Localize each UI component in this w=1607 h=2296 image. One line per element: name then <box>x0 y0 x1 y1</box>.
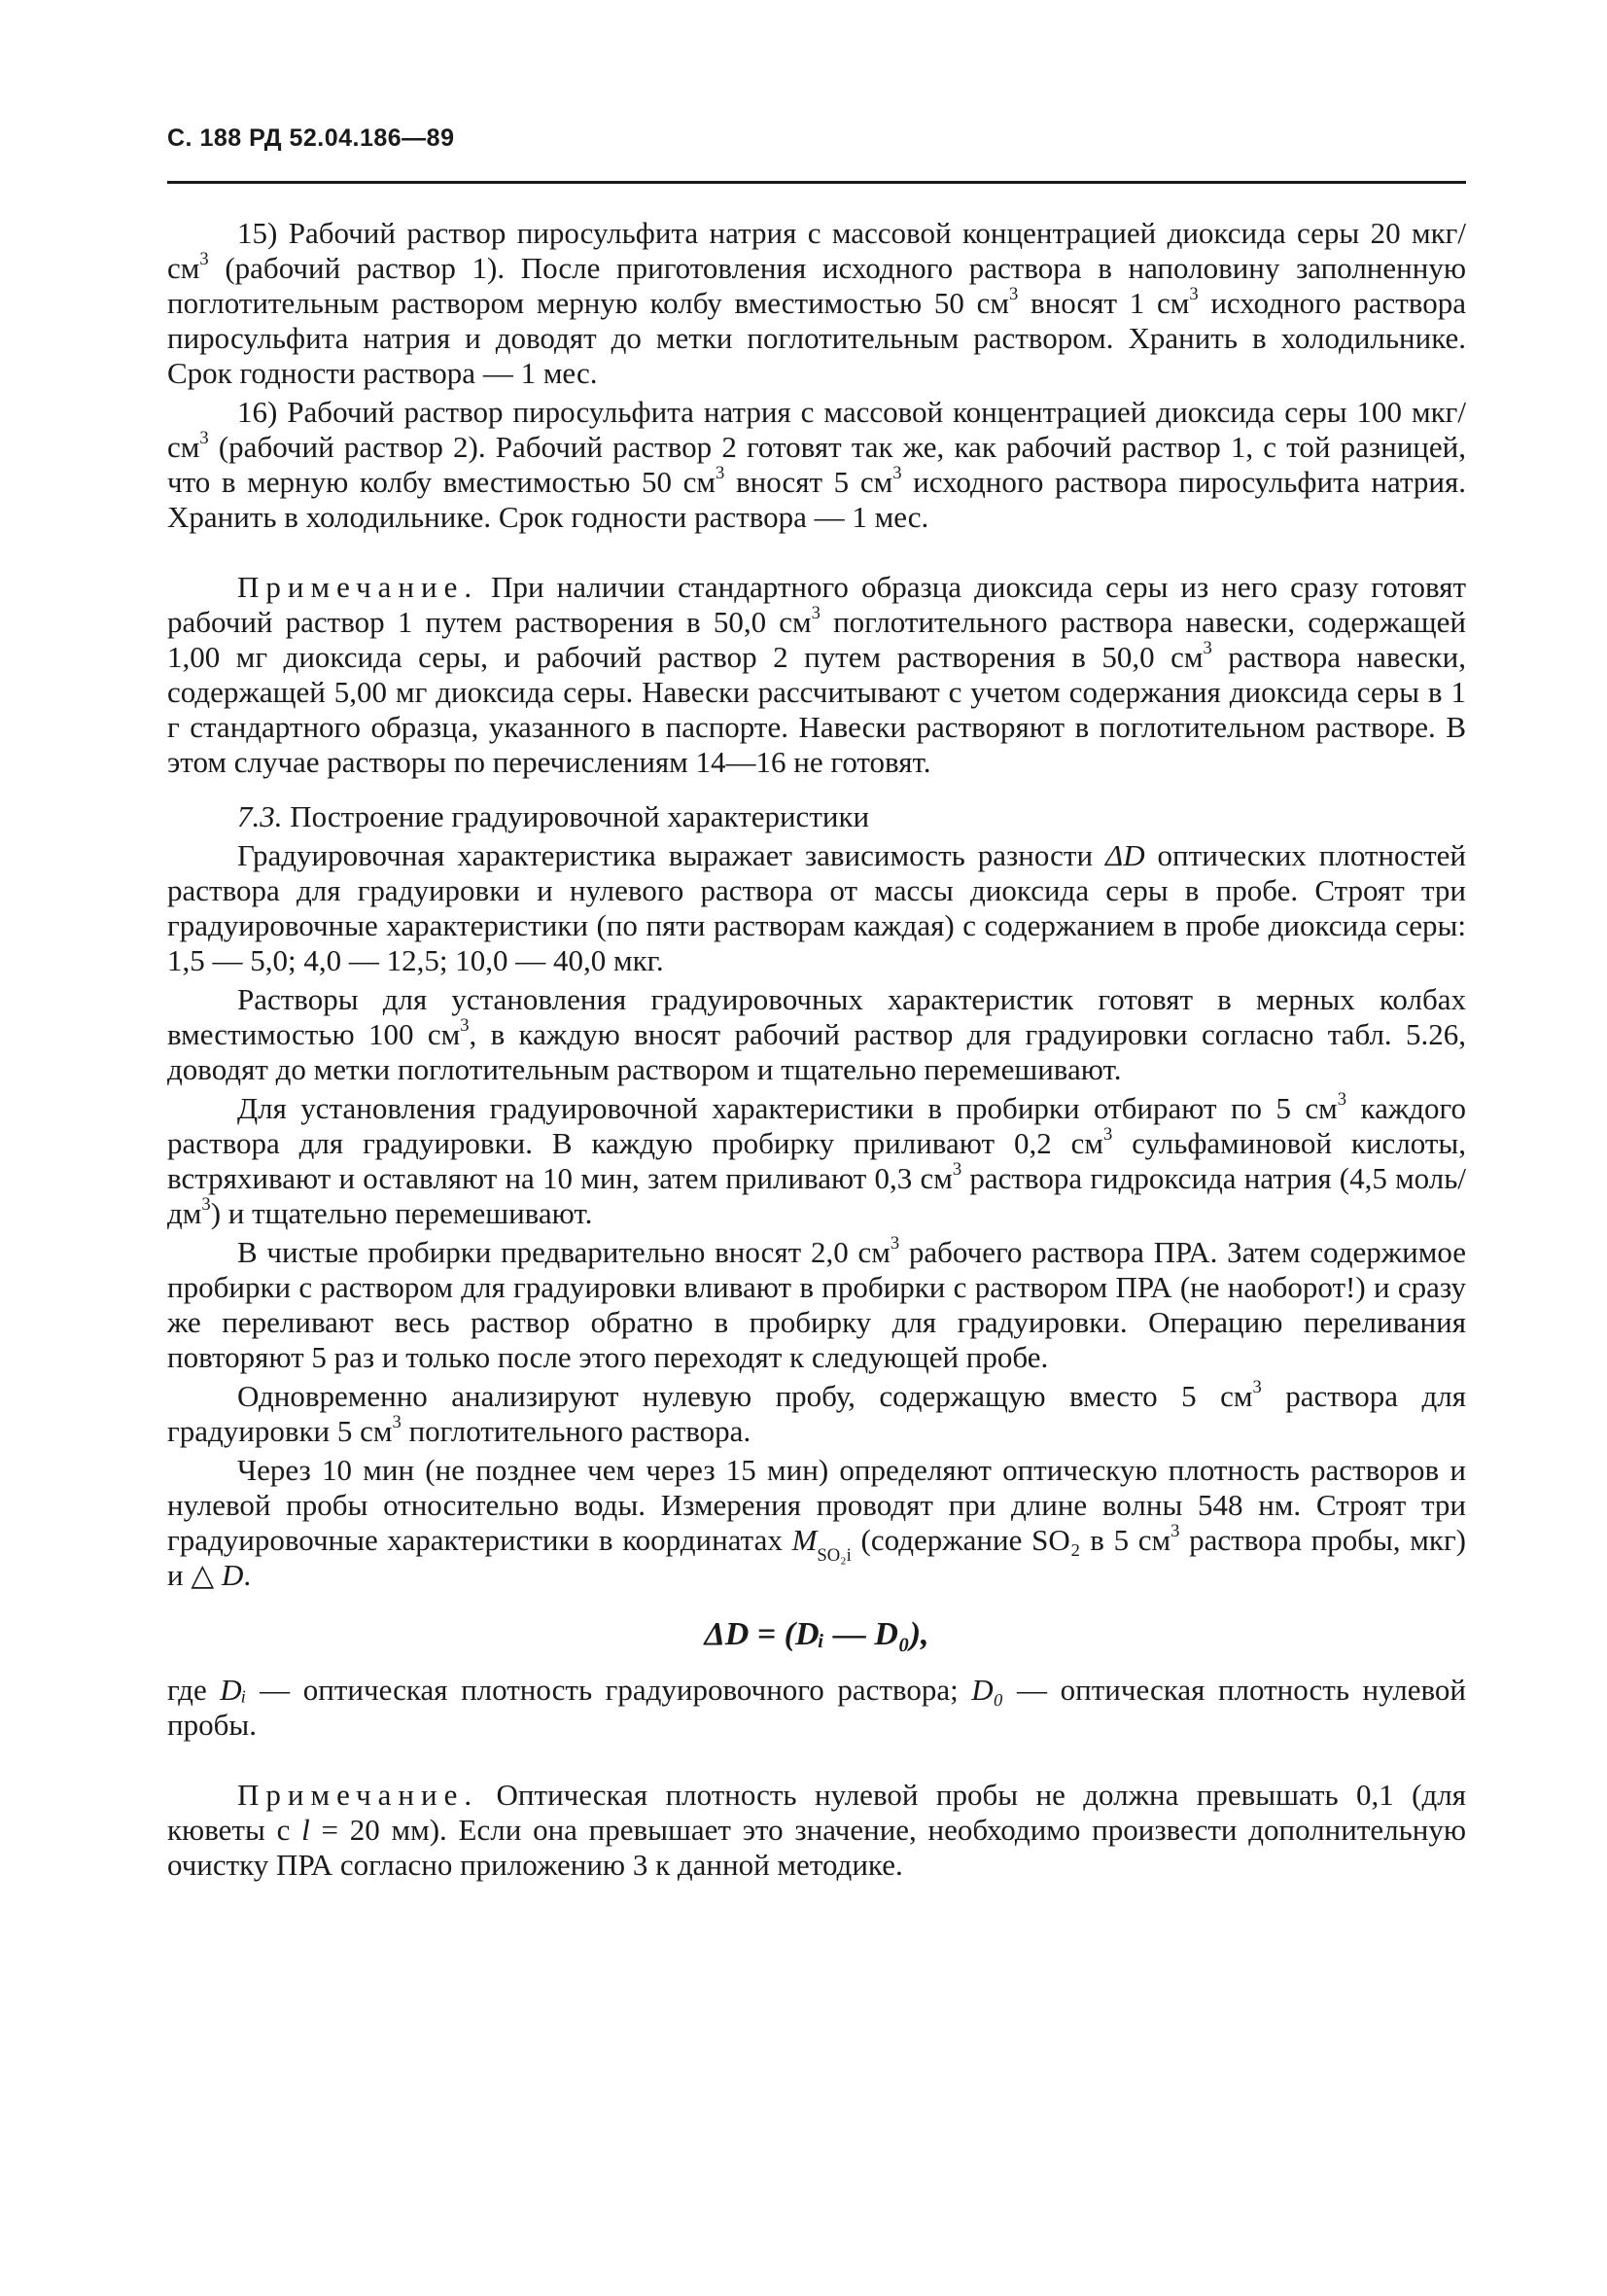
zero-sample-paragraph: Одновременно анализируют нулевую пробу, содержащую вместо 5 $см^3$ раствора для градуировки 5 $см^3$ поглотительного раствора. <box>167 1376 1466 1448</box>
note-1-paragraph: Примечание. При наличии стандартного образца диоксида серы из него сразу готовят рабочий раствор 1 путем растворения в 50,0 $см^3$ поглотительного раствора навески, содержащей 1,00 мг диоксида серы, и рабочий раствор 2 путем растворения в 50,0 $см^3$ раствора навески, содержащей 5,00 мг диоксида серы. Навески рассчитывают с учетом содержания диоксида серы в 1 г стандартного образца, указанного в паспорте. Навески растворяют в поглотительном растворе. В этом случае растворы по перечислениям 14—16 не готовят. <box>167 570 1467 779</box>
note-2-label: Примечание. <box>237 1778 479 1812</box>
page-header: С. 188 РД 52.04.186—89 <box>167 124 455 152</box>
measurement-paragraph: Через 10 мин (не позднее чем через 15 мин) определяют оптическую плотность растворов и нулевой пробы относительно воды. Измерения проводят при длине волны 548 нм. Строят три градуировочные характеристики в координатах $M_{SO_2i}$ (содержание SO₂ в 5 $см^3$ раствора пробы, мкг) и △ D. <box>167 1453 1466 1592</box>
delta-d-formula: ΔD = (Dᵢ — D₀), <box>704 1616 929 1652</box>
formula-legend: где Dᵢ — оптическая плотность градуировочного раствора; D₀ — оптическая плотность нулевой пробы. <box>167 1673 1467 1742</box>
item-16-paragraph: 16) Рабочий раствор пиросульфита натрия с массовой концентрацией диоксида серы 100 мкг/$см^3$ (рабочий раствор 2). Рабочий раствор 2 готовят так же, как рабочий раствор 1, с той разницей, что в мерную колбу вместимостью 50 $см^3$ вносят 5 $см^3$ исходного раствора пиросульфита натрия. Хранить в холодильнике. Срок годности раствора — 1 мес. <box>167 395 1466 534</box>
section-7-3-heading: 7.3. Построение градуировочной характеристики <box>237 799 870 833</box>
note-1-label: Примечание. <box>237 570 479 604</box>
note-2-paragraph: Примечание. Оптическая плотность нулевой пробы не должна превышать 0,1 (для кюветы с l = 20 мм). Если она превышает это значение, необходимо произвести дополнительную очистку ПРА согласно приложению 3 к данной методике. <box>167 1778 1466 1882</box>
solutions-paragraph: Растворы для установления градуировочных характеристик готовят в мерных колбах вместимостью 100 $см^3$, в каждую вносят рабочий раствор для градуировки согласно табл. 5.26, доводят до метки поглотительным раствором и тщательно перемешивают. <box>167 982 1466 1086</box>
document-body <box>167 216 1466 1883</box>
calibration-paragraph: Градуировочная характеристика выражает зависимость разности ΔD оптических плотностей раствора для градуировки и нулевого раствора от массы диоксида серы в пробе. Строят три градуировочные характеристики (по пяти растворам каждая) с содержанием в пробе диоксида серы: 1,5 — 5,0; 4,0 — 12,5; 10,0 — 40,0 мкг. <box>167 838 1466 977</box>
header-rule <box>167 181 1466 184</box>
establish-paragraph: Для установления градуировочной характеристики в пробирки отбирают по 5 $см^3$ каждого раствора для градуировки. В каждую пробирку приливают 0,2 $см^3$ сульфаминовой кислоты, встряхивают и оставляют на 10 мин, затем приливают 0,3 $см^3$ раствора гидроксида натрия (4,5 моль/$дм^3$) и тщательно перемешивают. <box>167 1088 1467 1230</box>
clean-tubes-paragraph: В чистые пробирки предварительно вносят 2,0 $см^3$ рабочего раствора ПРА. Затем содержимое пробирки с раствором для градуировки вливают в пробирки с раствором ПРА (не наоборот!) и сразу же переливают весь раствор обратно в пробирку для градуировки. Операцию переливания повторяют 5 раз и только после этого переходят к следующей пробе. <box>167 1232 1466 1374</box>
item-15-paragraph: 15) Рабочий раствор пиросульфита натрия с массовой концентрацией диоксида серы 20 мкг/$см^3$ (рабочий раствор 1). После приготовления исходного раствора в наполовину заполненную поглотительным раствором мерную колбу вместимостью 50 $см^3$ вносят 1 $см^3$ исходного раствора пиросульфита натрия и доводят до метки поглотительным раствором. Хранить в холодильнике. Срок годности раствора — 1 мес. <box>167 216 1466 390</box>
